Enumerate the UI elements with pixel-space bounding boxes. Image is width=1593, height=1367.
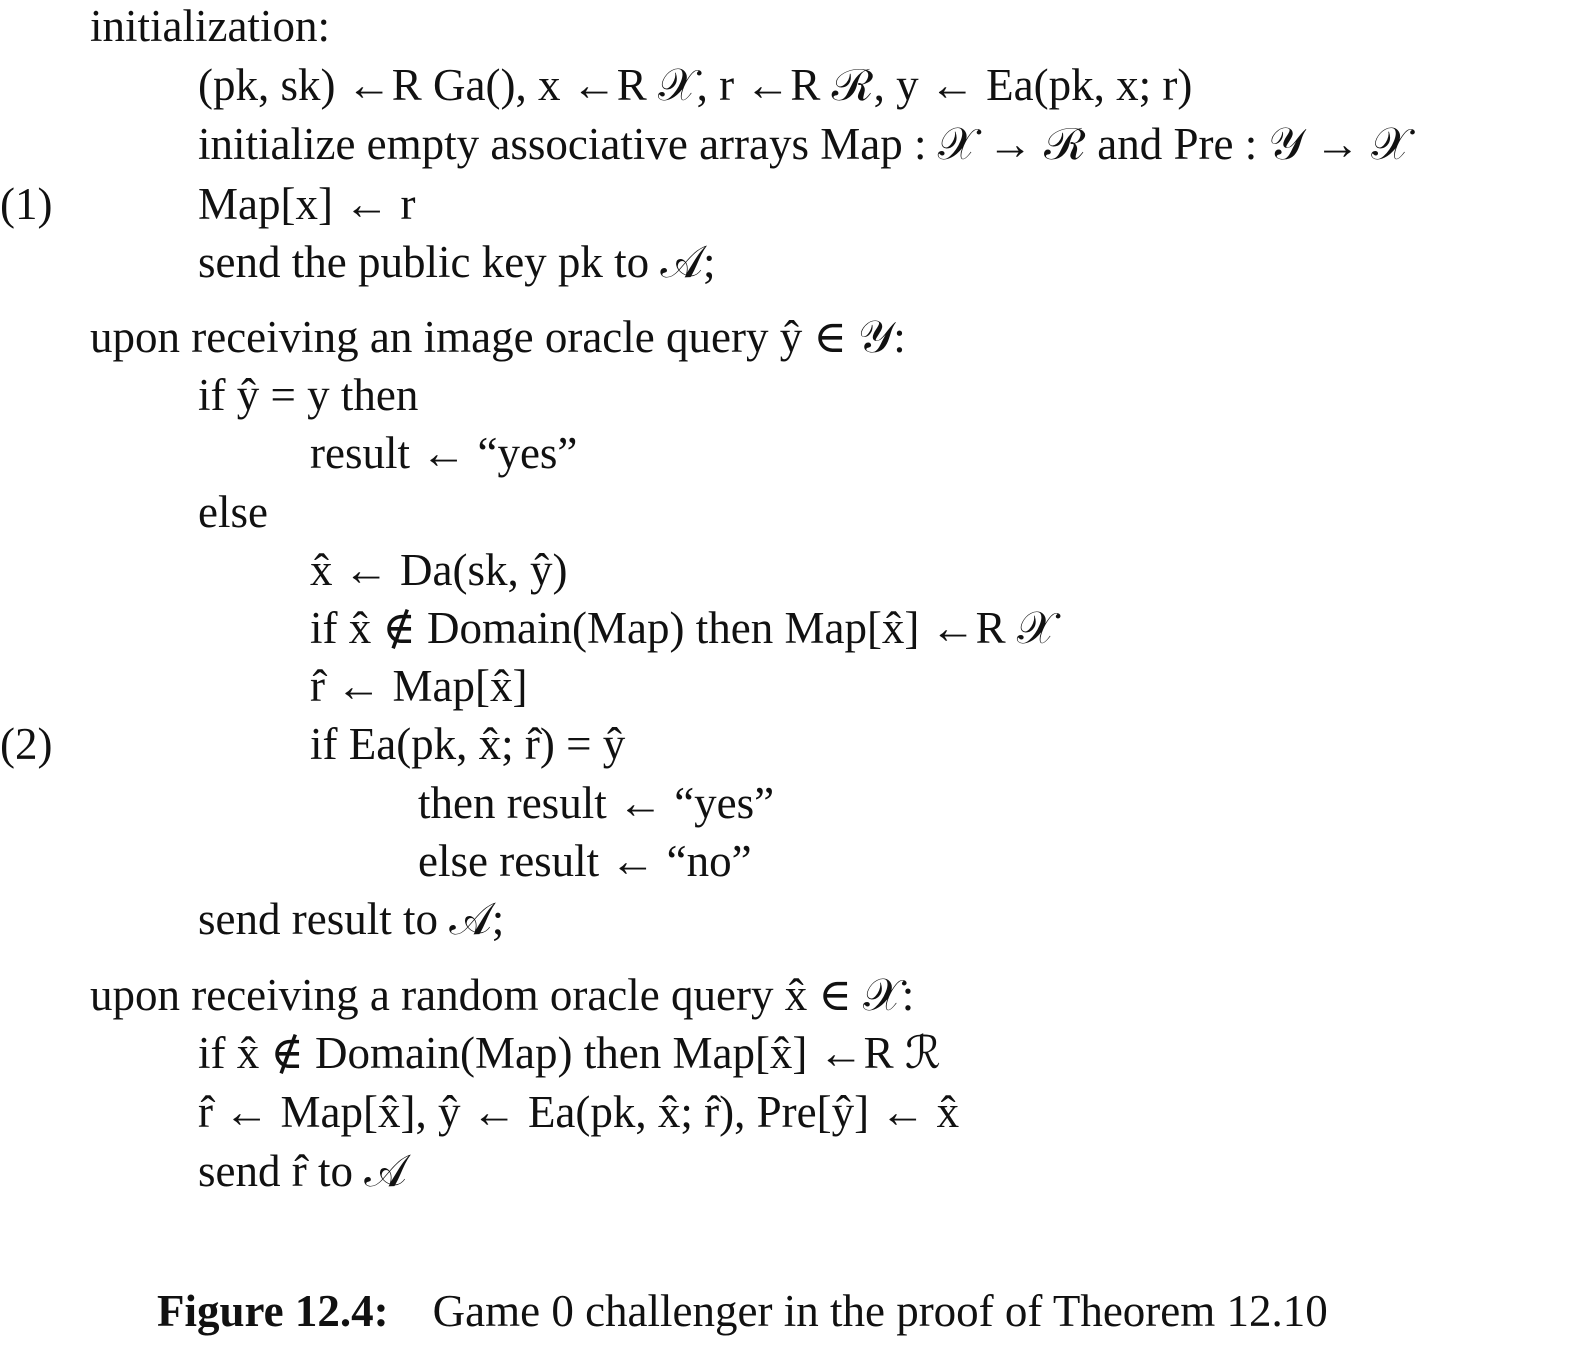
figure-caption <box>157 1286 1328 1336</box>
init-keygen-line: (pk, sk) ←R Ga(), x ←R 𝒳, r ←R ℛ, y ← Ea(pk, x; r) <box>198 60 1193 110</box>
ro-if-domain-line: if x̂ ∉ Domain(Map) then Map[x̂] ←R ℛ <box>198 1028 941 1078</box>
init-map-line: Map[x] ← r <box>198 179 416 229</box>
image-if-domain-line: if x̂ ∉ Domain(Map) then Map[x̂] ←R 𝒳 <box>310 603 1056 653</box>
image-if-line: if ŷ = y then <box>198 370 419 420</box>
image-else-no-line: else result ← “no” <box>418 836 752 886</box>
line-marker-1: (1) <box>0 179 53 229</box>
ro-send-line: send r̂ to 𝒜 <box>198 1146 407 1196</box>
image-then-line: then result ← “yes” <box>418 778 775 828</box>
init-arrays-line: initialize empty associative arrays Map : 𝒳 → ℛ and Pre : 𝒴 → 𝒳 <box>198 119 1410 169</box>
image-r-line: r̂ ← Map[x̂] <box>310 661 528 711</box>
init-send-line: send the public key pk to 𝒜; <box>198 237 716 287</box>
ro-assign-line: r̂ ← Map[x̂], ŷ ← Ea(pk, x̂; r̂), Pre[ŷ] ← x̂ <box>198 1087 960 1137</box>
image-result-yes-line: result ← “yes” <box>310 428 578 478</box>
image-if-encrypt-line: if Ea(pk, x̂; r̂) = ŷ <box>310 719 626 769</box>
figure-caption-text: Game 0 challenger in the proof of Theorem 12.10 <box>432 1286 1328 1336</box>
image-else-line: else <box>198 487 268 537</box>
init-header: initialization: <box>90 1 330 51</box>
image-oracle-header: upon receiving an image oracle query ŷ ∈ 𝒴: <box>90 312 906 362</box>
figure-label: Figure 12.4: <box>157 1286 389 1336</box>
image-decrypt-line: x̂ ← Da(sk, ŷ) <box>310 545 568 595</box>
image-send-line: send result to 𝒜; <box>198 894 505 944</box>
line-marker-2: (2) <box>0 719 53 769</box>
random-oracle-header: upon receiving a random oracle query x̂ ∈ 𝒳: <box>90 970 915 1020</box>
